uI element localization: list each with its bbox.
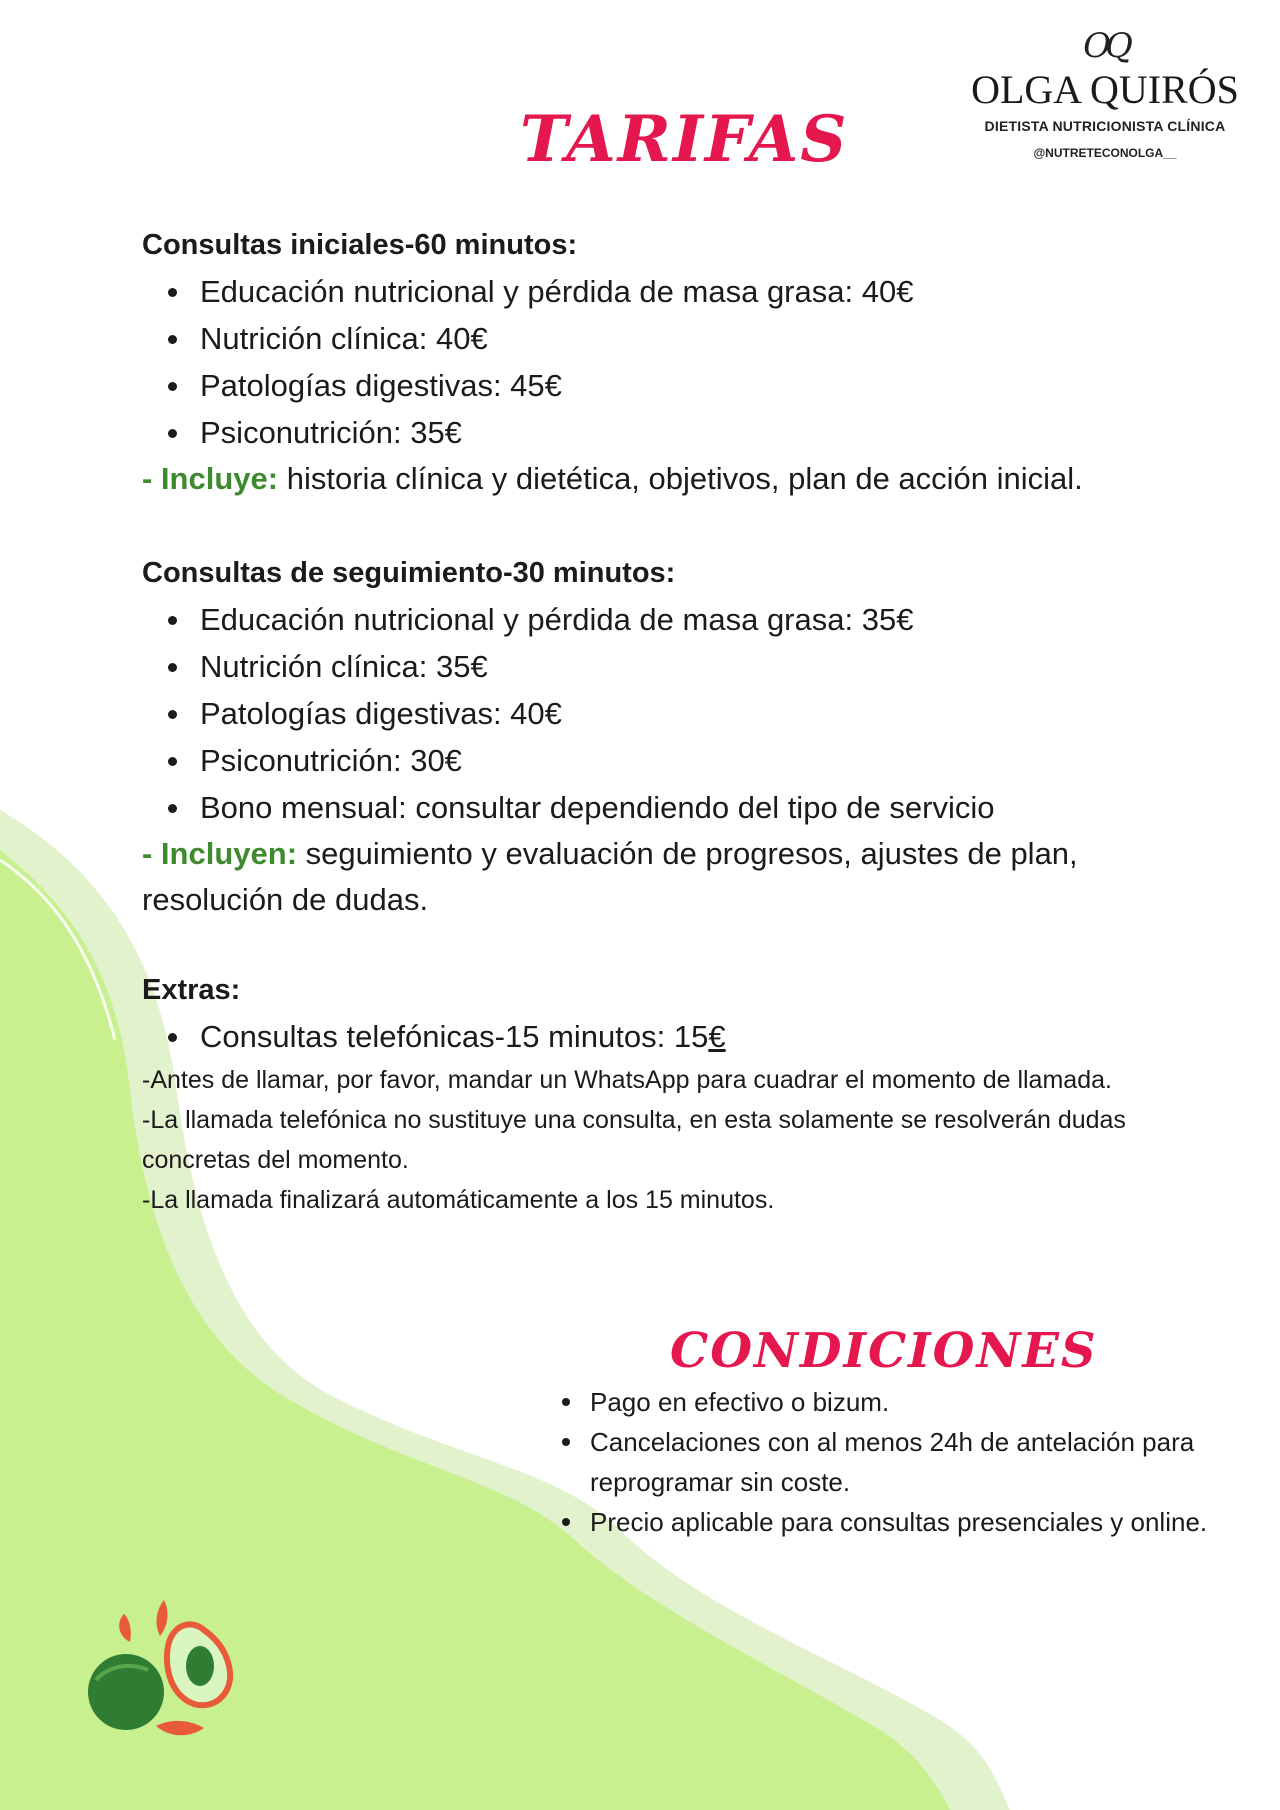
- extras-item-currency: €: [708, 1019, 726, 1054]
- list-item: Patologías digestivas: 45€: [142, 362, 1142, 409]
- brand-subtitle: DIETISTA NUTRICIONISTA CLÍNICA: [984, 118, 1226, 134]
- initial-consultations-list: [142, 268, 1142, 456]
- brand-monogram: OQ: [1083, 26, 1127, 66]
- extras-item-text: Consultas telefónicas-15 minutos: 15: [200, 1019, 709, 1054]
- initial-consultations-heading: Consultas iniciales-60 minutos:: [142, 229, 578, 261]
- list-item: Bono mensual: consultar dependiendo del tipo de servicio: [142, 784, 1142, 831]
- brand-name: OLGA QUIRÓS: [971, 67, 1239, 112]
- pricing-content: [142, 222, 1142, 1220]
- brand-handle: @NUTRETECONOLGA__: [1033, 146, 1177, 160]
- list-item: [142, 1013, 1142, 1060]
- includes-text: seguimiento y evaluación de progresos, ajustes de plan, resolución de dudas.: [142, 836, 1078, 917]
- brand-logo: [960, 26, 1250, 160]
- extras-list: [142, 1013, 1142, 1060]
- list-item: Precio aplicable para consultas presenciales y online.: [556, 1502, 1256, 1542]
- list-item: Educación nutricional y pérdida de masa grasa: 40€: [142, 268, 1142, 315]
- extras-note: -Antes de llamar, por favor, mandar un WhatsApp para cuadrar el momento de llamada.: [142, 1066, 1112, 1094]
- list-item: Psiconutrición: 35€: [142, 409, 1142, 456]
- conditions-title: CONDICIONES: [670, 1323, 1098, 1379]
- followup-consultations-heading: Consultas de seguimiento-30 minutos:: [142, 557, 676, 589]
- followup-consultations-list: [142, 596, 1142, 831]
- avocado-lime-icon: [86, 1596, 246, 1746]
- list-item: Pago en efectivo o bizum.: [556, 1382, 1256, 1422]
- extras-note: -La llamada telefónica no sustituye una consulta, en esta solamente se resolverán dudas concretas del momento.: [142, 1106, 1126, 1174]
- extras-heading: Extras:: [142, 974, 241, 1006]
- followup-includes: [142, 831, 1142, 923]
- page-title: TARIFAS: [520, 102, 849, 177]
- extras-note: -La llamada finalizará automáticamente a los 15 minutos.: [142, 1186, 775, 1214]
- list-item: Patologías digestivas: 40€: [142, 690, 1142, 737]
- includes-text: historia clínica y dietética, objetivos, plan de acción inicial.: [278, 461, 1083, 496]
- list-item: Cancelaciones con al menos 24h de antelación para reprogramar sin coste.: [556, 1422, 1256, 1502]
- conditions-list: [556, 1382, 1256, 1542]
- includes-label: - Incluyen:: [142, 836, 298, 871]
- list-item: Nutrición clínica: 35€: [142, 643, 1142, 690]
- includes-label: - Incluye:: [142, 461, 279, 496]
- list-item: Psiconutrición: 30€: [142, 737, 1142, 784]
- list-item: Nutrición clínica: 40€: [142, 315, 1142, 362]
- initial-includes: [142, 456, 1142, 502]
- list-item: Educación nutricional y pérdida de masa grasa: 35€: [142, 596, 1142, 643]
